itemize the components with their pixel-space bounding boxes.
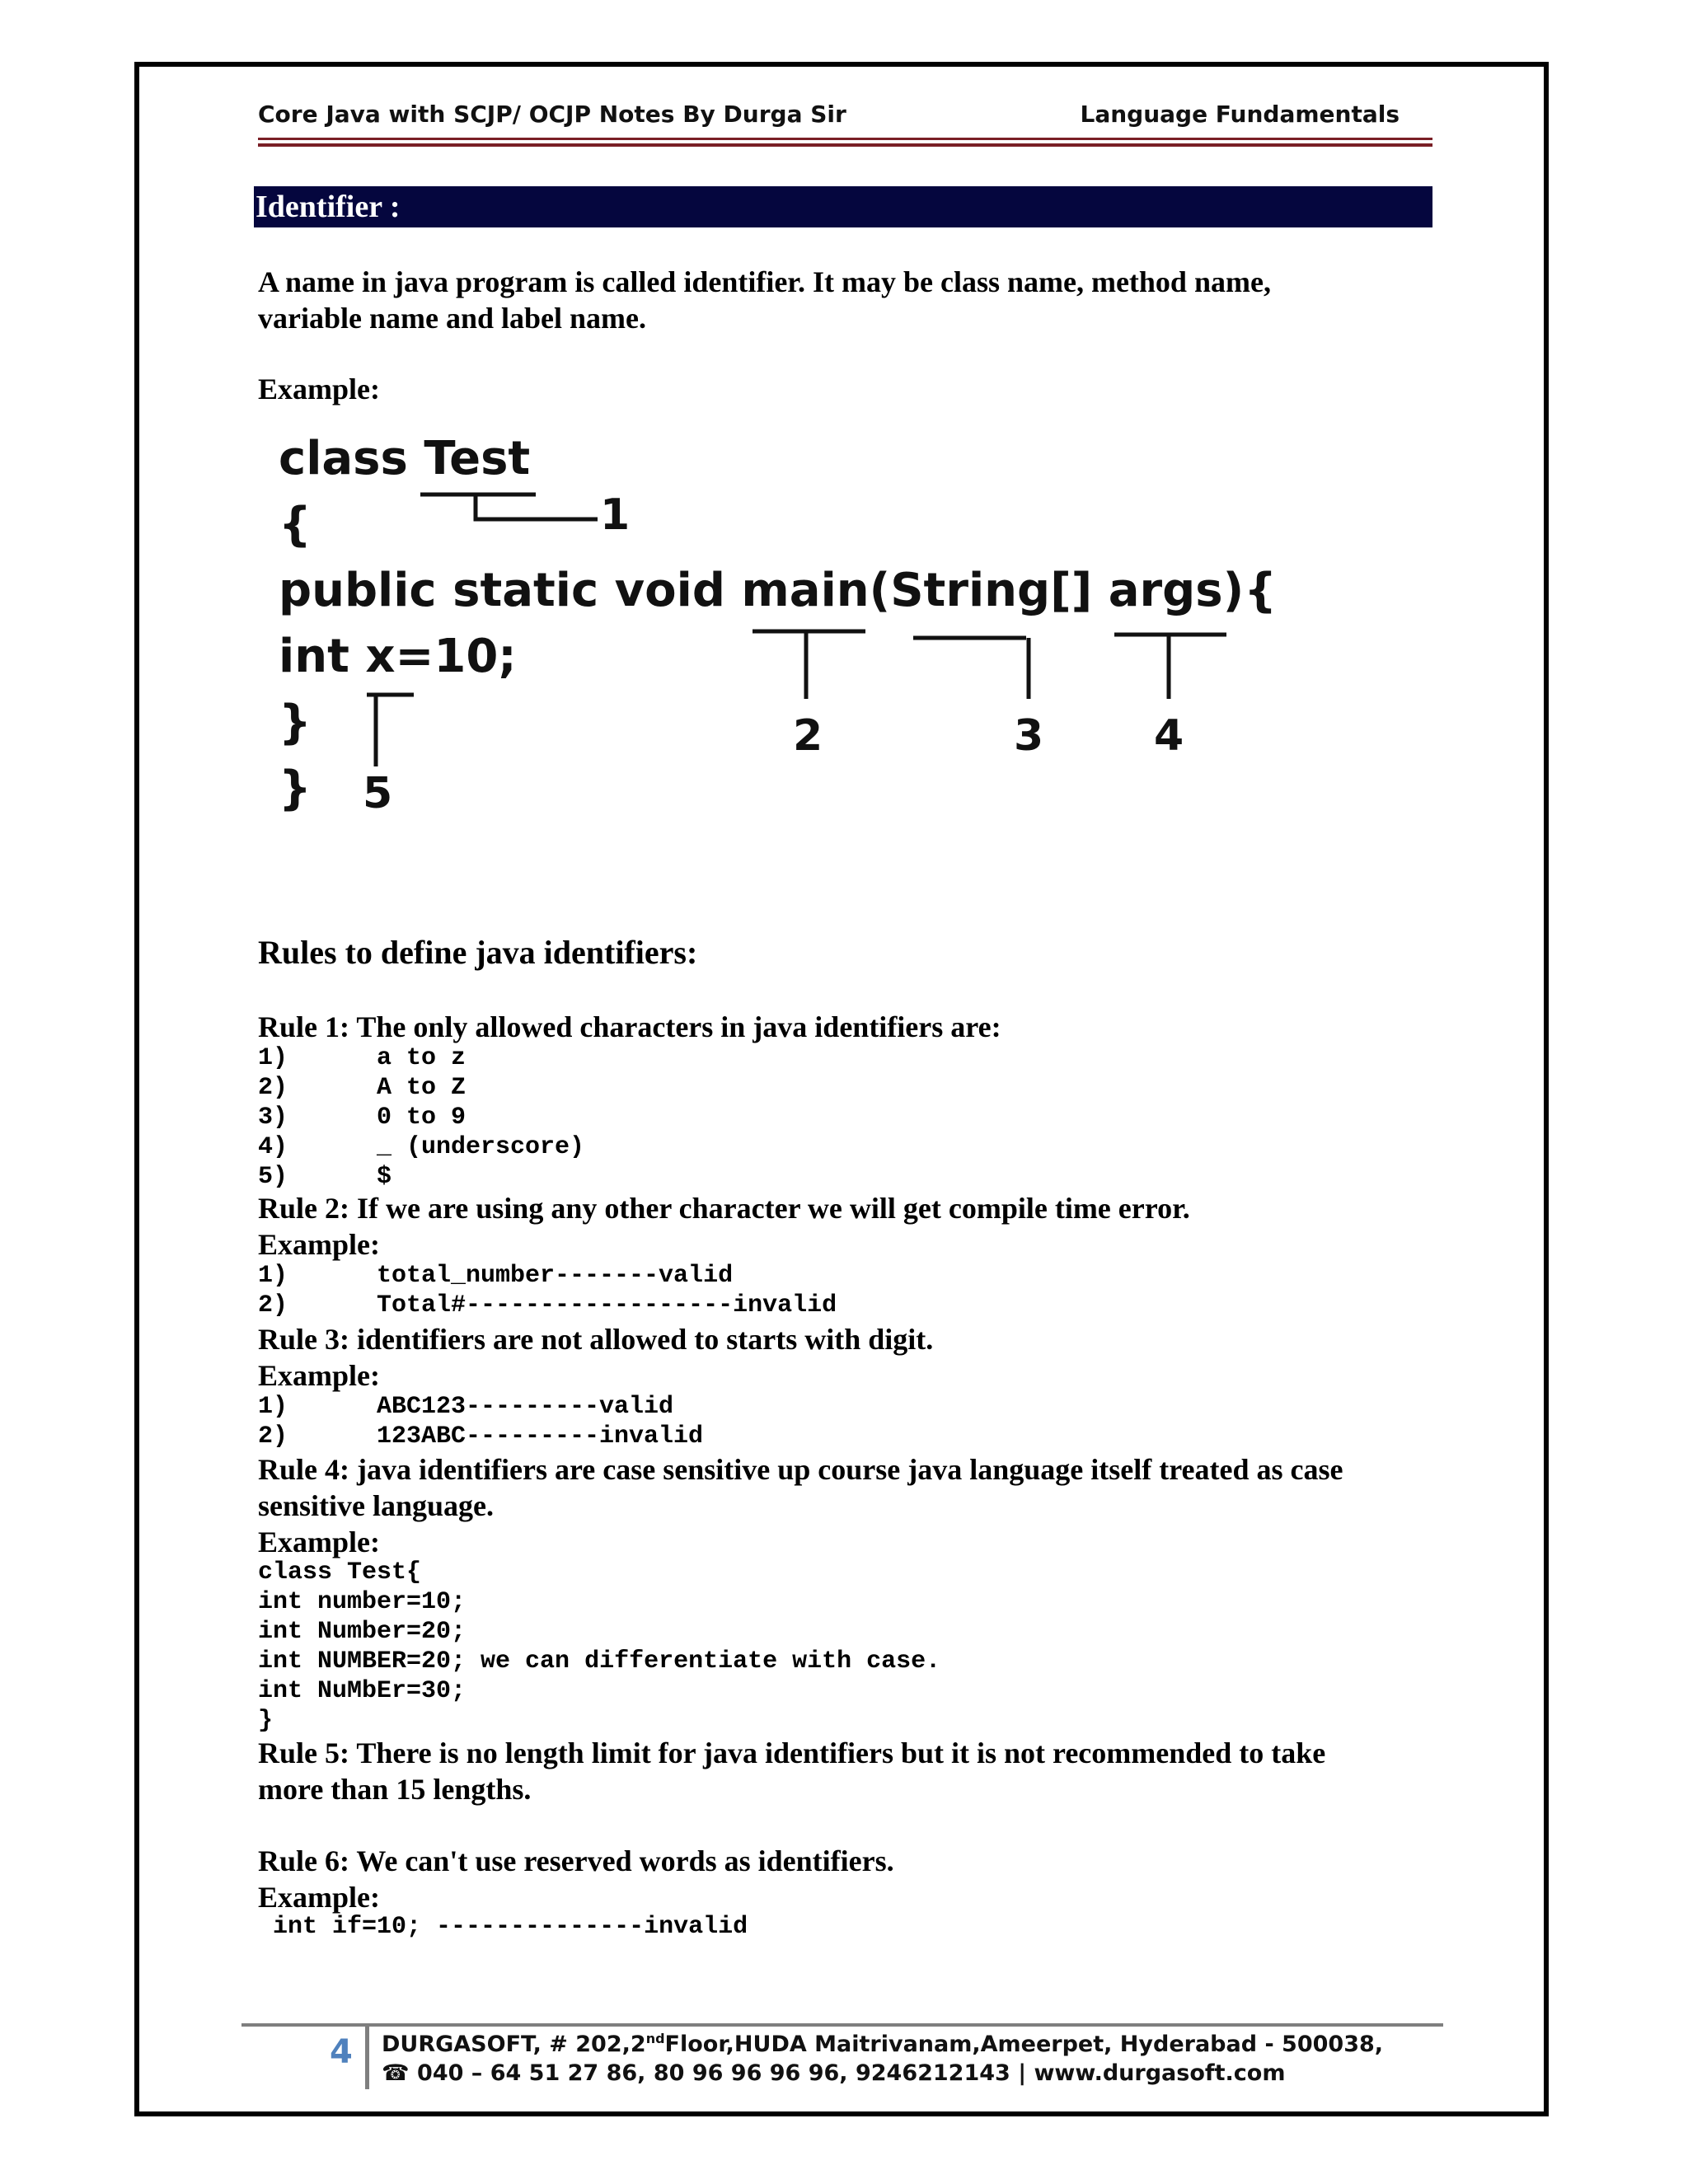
- rule-5-text-line-2: more than 15 lengths.: [258, 1773, 532, 1806]
- header-rule-bottom: [258, 143, 1432, 147]
- item-value: 0 to 9: [377, 1104, 467, 1132]
- rule-1-item: [258, 1132, 584, 1162]
- rule-3-text: Rule 3: identifiers are not allowed to starts with digit.: [258, 1323, 934, 1356]
- item-number: 1): [258, 1044, 288, 1072]
- rule-1-item: [258, 1162, 392, 1192]
- rule-4-code-line: int NuMbEr=30;: [258, 1677, 467, 1705]
- marker-3: 3: [1014, 711, 1044, 761]
- pointer-1: [476, 494, 598, 519]
- rule-4-code-line: int number=10;: [258, 1588, 467, 1616]
- item-number: 1): [258, 1393, 288, 1421]
- code-line-3: public static void main(String[] args){: [279, 564, 1278, 617]
- item-number: 5): [258, 1163, 288, 1191]
- header-right-title: Language Fundamentals: [1080, 101, 1400, 128]
- example-label: Example:: [258, 373, 380, 405]
- rule-3-item: [258, 1422, 703, 1451]
- marker-1: 1: [600, 490, 631, 540]
- code-line-5: }: [279, 696, 312, 749]
- item-number: 3): [258, 1104, 288, 1132]
- item-number: 2): [258, 1422, 288, 1451]
- rule-3-item: [258, 1392, 673, 1422]
- intro-line-2: variable name and label name.: [258, 302, 647, 335]
- identifier-code-figure: [247, 429, 1319, 841]
- rule-1-text: Rule 1: The only allowed characters in java identifiers are:: [258, 1010, 1001, 1043]
- rule-1-item: [258, 1103, 466, 1132]
- footer-address-sup: nd: [645, 2031, 665, 2046]
- rule-6-text: Rule 6: We can't use reserved words as identifiers.: [258, 1844, 894, 1877]
- header-rule-top: [258, 138, 1432, 140]
- rules-heading: Rules to define java identifiers:: [258, 934, 698, 971]
- rule-4-code-line: }: [258, 1707, 274, 1735]
- marker-4: 4: [1154, 711, 1184, 761]
- footer-address: [382, 2031, 1383, 2057]
- rule-4-code-line: class Test{: [258, 1558, 422, 1586]
- rule-4-code-line: int NUMBER=20; we can differentiate with case.: [258, 1647, 941, 1675]
- item-value: 123ABC---------invalid: [377, 1422, 704, 1451]
- section-title: Identifier :: [256, 190, 401, 224]
- code-line-2: {: [279, 498, 312, 551]
- page-number: 4: [330, 2033, 353, 2071]
- item-value: total_number-------valid: [377, 1262, 734, 1290]
- footer-contact: ☎ 040 – 64 51 27 86, 80 96 96 96 96, 9246212143 | www.durgasoft.com: [382, 2060, 1286, 2086]
- item-number: 2): [258, 1291, 288, 1319]
- rule-3-example-label: Example:: [258, 1359, 380, 1392]
- item-value: A to Z: [377, 1074, 467, 1102]
- item-value: ABC123---------valid: [377, 1393, 674, 1421]
- footer-address-rest: Floor,HUDA Maitrivanam,Ameerpet, Hyderabad - 500038,: [664, 2032, 1384, 2057]
- item-number: 1): [258, 1262, 288, 1290]
- rule-4-example-label: Example:: [258, 1526, 380, 1558]
- item-number: 2): [258, 1074, 288, 1102]
- rule-1-item: [258, 1043, 466, 1073]
- rule-2-item: [258, 1261, 733, 1291]
- rule-2-item: [258, 1291, 837, 1320]
- rule-5-text-line-1: Rule 5: There is no length limit for java identifiers but it is not recommended to take: [258, 1736, 1326, 1769]
- footer-rule: [241, 2023, 1443, 2027]
- header-left-title: Core Java with SCJP/ OCJP Notes By Durga Sir: [258, 101, 846, 128]
- rule-4-text-line-1: Rule 4: java identifiers are case sensitive up course java language itself treated as case: [258, 1453, 1343, 1486]
- code-line-1: class Test: [279, 432, 531, 485]
- rule-6-code-line: int if=10; --------------invalid: [258, 1913, 748, 1941]
- rule-4-code-line: int Number=20;: [258, 1618, 467, 1646]
- rule-6-example-label: Example:: [258, 1881, 380, 1914]
- code-line-6: }: [279, 762, 312, 815]
- rule-2-text: Rule 2: If we are using any other character we will get compile time error.: [258, 1192, 1190, 1225]
- code-line-4: int x=10;: [279, 630, 517, 683]
- rule-2-example-label: Example:: [258, 1228, 380, 1261]
- section-banner: [254, 186, 1432, 227]
- marker-5: 5: [363, 769, 393, 818]
- item-value: $: [377, 1163, 392, 1191]
- footer-divider: [365, 2027, 369, 2089]
- rule-4-text-line-2: sensitive language.: [258, 1489, 495, 1522]
- footer-address-text: DURGASOFT, # 202,2: [382, 2032, 646, 2057]
- marker-2: 2: [793, 711, 823, 761]
- item-number: 4): [258, 1133, 288, 1161]
- item-value: a to z: [377, 1044, 467, 1072]
- rule-1-item: [258, 1073, 466, 1103]
- item-value: _ (underscore): [377, 1133, 585, 1161]
- intro-line-1: A name in java program is called identifier. It may be class name, method name,: [258, 265, 1271, 298]
- item-value: Total#------------------invalid: [377, 1291, 837, 1319]
